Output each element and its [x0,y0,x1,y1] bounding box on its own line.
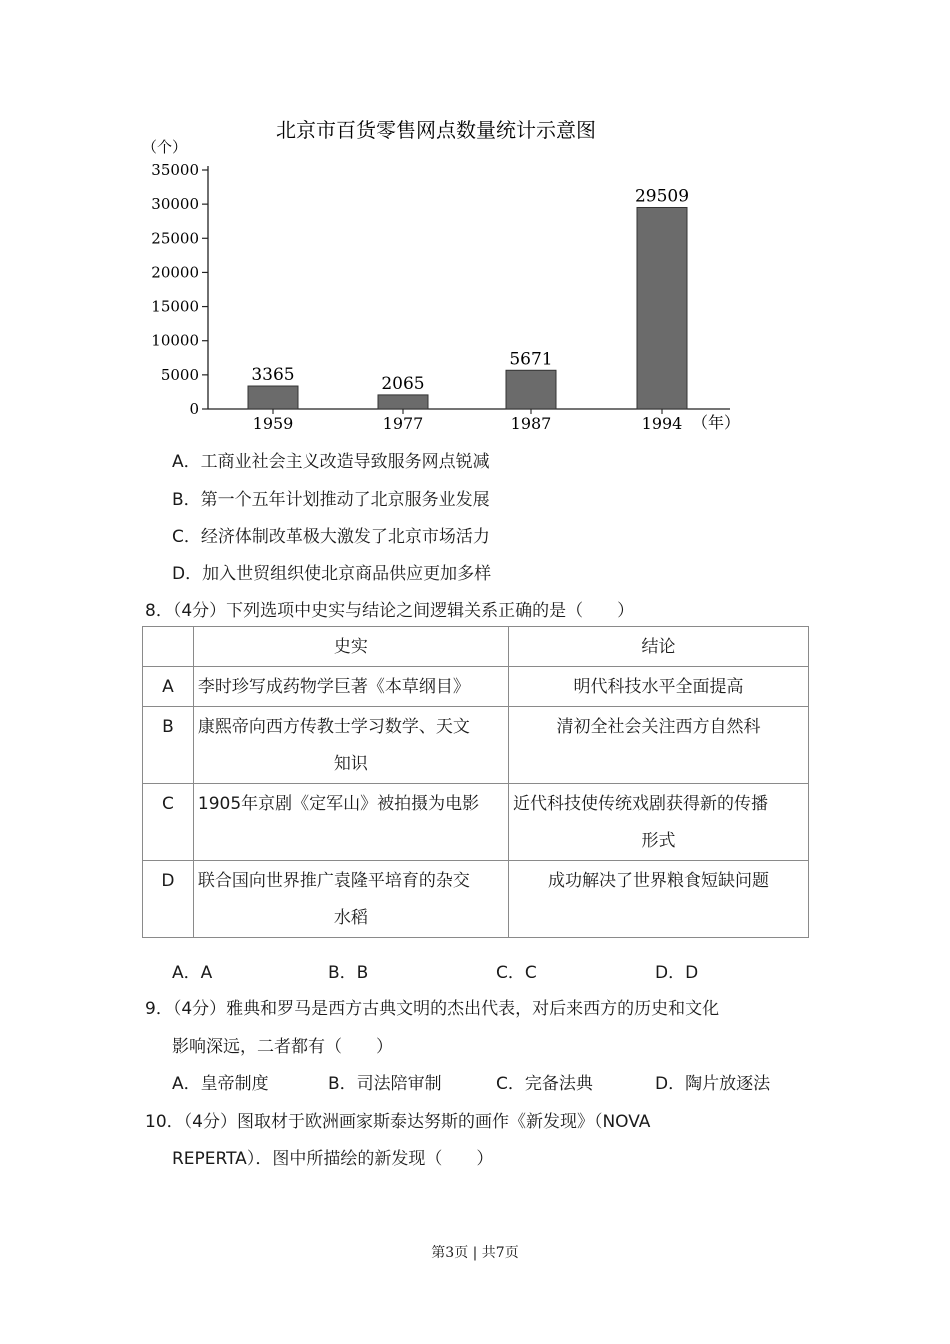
fact-line-1: 李时珍写成药物学巨著《本草纲目》 [197,677,470,697]
y-tick-label: 35000 [151,161,199,179]
table-header-conclusion: 结论 [508,627,808,667]
q8-table [142,626,809,938]
q7-option-d: D．加入世贸组织使北京商品供应更加多样 [172,564,492,584]
row-conclusion [508,784,808,861]
page-footer: 第3页 | 共7页 [431,1245,519,1261]
q8-answer-c: C．C [496,963,537,983]
row-label: D [143,861,194,938]
y-axis-unit: （个） [142,138,188,156]
y-tick-label: 5000 [160,365,199,384]
conclusion-line-1: 明代科技水平全面提高 [573,677,744,697]
q8-answer-b: B．B [328,963,369,983]
q8-stem: 8．（4分）下列选项中史实与结论之间逻辑关系正确的是（ ） [145,601,635,621]
fact-line-2: 知识 [333,754,368,774]
q9-stem-line-1: 9．（4分）雅典和罗马是西方古典文明的杰出代表，对后来西方的历史和文化 [145,999,720,1019]
table-row [143,707,809,784]
q8-answer-a: A．A [172,963,213,983]
q7-option-b: B．第一个五年计划推动了北京服务业发展 [172,490,490,510]
fact-line-1: 1905年京剧《定军山》被拍摄为电影 [197,794,480,814]
q8-answer-d: D．D [655,963,699,983]
data-label: 3365 [251,365,295,386]
bar-chart [120,110,760,440]
fact-line-1: 康熙帝向西方传教士学习数学、天文 [197,717,470,737]
row-fact [193,784,508,861]
chart-title: 北京市百货零售网点数量统计示意图 [276,118,596,142]
y-tick-label: 10000 [151,331,199,350]
x-tick-label: 1959 [252,414,294,433]
table-row [143,667,809,707]
fact-line-2: 水稻 [333,908,368,928]
table-header-row [143,627,809,667]
y-tick-label: 15000 [151,297,199,316]
q10-stem-line-2: REPERTA）．图中所描绘的新发现（ ） [172,1149,494,1169]
y-tick-label: 0 [189,400,199,418]
bars [248,186,689,409]
bar [637,207,687,409]
data-label: 29509 [634,186,690,207]
table-row [143,861,809,938]
row-conclusion [508,707,808,784]
bar [506,370,556,409]
conclusion-line-1: 近代科技使传统戏剧获得新的传播 [512,794,768,814]
conclusion-line-1: 清初全社会关注西方自然科 [556,717,761,737]
conclusion-line-2: 形式 [641,831,676,851]
row-label: B [143,707,194,784]
row-fact [193,707,508,784]
y-tick-label: 20000 [151,263,199,282]
q9-option-b: B．司法陪审制 [328,1074,442,1094]
q9-option-a: A．皇帝制度 [172,1074,269,1094]
y-tick-label: 30000 [151,195,199,214]
row-conclusion [508,861,808,938]
x-axis-ticks [253,409,683,433]
row-fact [193,861,508,938]
x-tick-label: 1987 [510,414,552,433]
bar [248,386,298,409]
q7-option-a: A．工商业社会主义改造导致服务网点锐减 [172,452,490,472]
x-axis-unit: （年） [692,413,741,432]
row-label: C [143,784,194,861]
y-axis-ticks [151,161,208,418]
row-conclusion [508,667,808,707]
table-header-fact: 史实 [193,627,508,667]
x-tick-label: 1994 [641,414,683,433]
q9-option-c: C．完备法典 [496,1074,593,1094]
table-row [143,784,809,861]
row-label: A [143,667,194,707]
fact-line-1: 联合国向世界推广袁隆平培育的杂交 [197,871,470,891]
q7-option-c: C．经济体制改革极大激发了北京市场活力 [172,527,490,547]
row-fact [193,667,508,707]
data-label: 2065 [381,373,425,394]
data-label: 5671 [509,349,553,370]
y-tick-label: 25000 [151,229,199,248]
q10-stem-line-1: 10．（4分）图取材于欧洲画家斯泰达努斯的画作《新发现》（NOVA [145,1112,651,1132]
q9-option-d: D．陶片放逐法 [655,1074,771,1094]
x-tick-label: 1977 [382,414,424,433]
table-header-blank [143,627,194,667]
conclusion-line-1: 成功解决了世界粮食短缺问题 [547,871,769,891]
bar [378,395,428,409]
q9-stem-line-2: 影响深远，二者都有（ ） [172,1037,393,1057]
